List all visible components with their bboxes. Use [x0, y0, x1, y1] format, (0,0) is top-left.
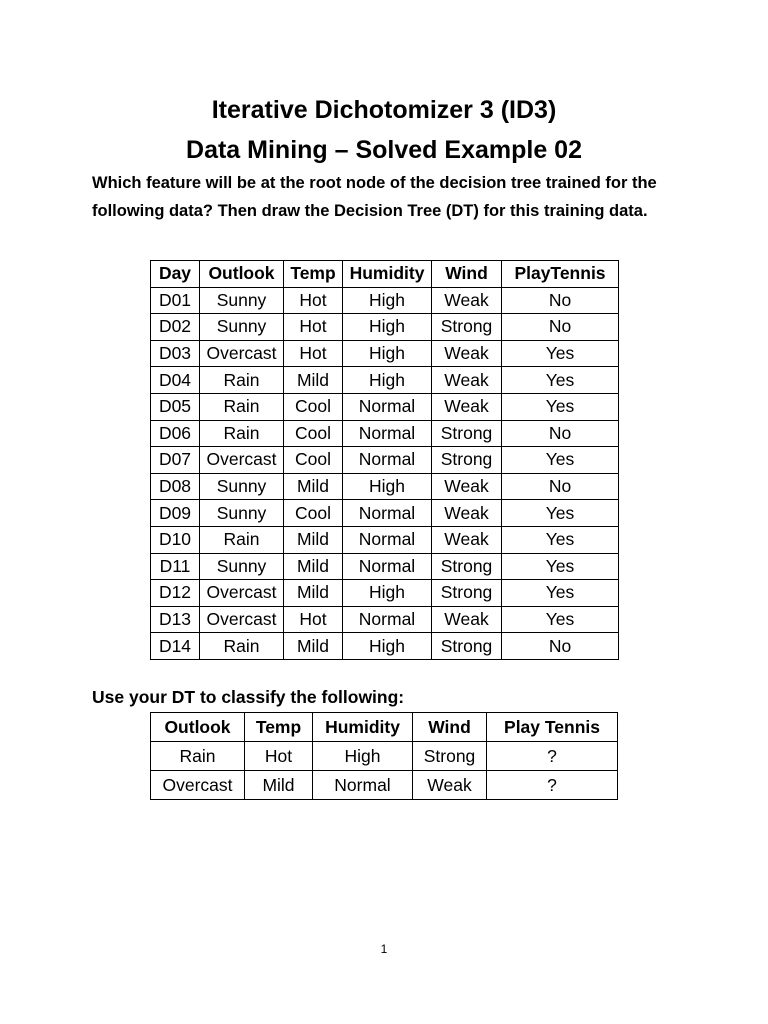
table-row: [151, 473, 619, 500]
document-title: Iterative Dichotomizer 3 (ID3): [211, 96, 557, 124]
table-cell: Hot: [284, 287, 343, 314]
table-cell: Yes: [502, 580, 619, 607]
table-cell: Normal: [313, 771, 413, 800]
table-cell: Sunny: [200, 553, 284, 580]
table-cell: D13: [151, 606, 200, 633]
table-cell: Sunny: [200, 500, 284, 527]
column-header: Day: [151, 261, 200, 288]
table-cell: Sunny: [200, 287, 284, 314]
table-cell: Sunny: [200, 473, 284, 500]
table-cell: Cool: [284, 500, 343, 527]
table-cell: Hot: [245, 742, 313, 771]
table-cell: Strong: [432, 420, 502, 447]
classify-table: [150, 712, 618, 800]
table-row: [151, 393, 619, 420]
table-cell: High: [343, 314, 432, 341]
table-cell: Normal: [343, 553, 432, 580]
column-header: Temp: [284, 261, 343, 288]
table-cell: Overcast: [200, 580, 284, 607]
table-cell: Yes: [502, 340, 619, 367]
table-cell: D07: [151, 447, 200, 474]
table-cell: D02: [151, 314, 200, 341]
column-header: Wind: [432, 261, 502, 288]
table-cell: Weak: [432, 473, 502, 500]
table-header-row: [151, 713, 618, 742]
table-cell: Strong: [432, 553, 502, 580]
page-number: 1: [380, 942, 388, 956]
question-text: Which feature will be at the root node of the decision tree trained for the following data? Then draw the Decision Tree (DT) for this training data.: [92, 174, 657, 220]
table-row: [151, 340, 619, 367]
table-cell: Yes: [502, 553, 619, 580]
table-cell: Mild: [284, 367, 343, 394]
table-header-row: [151, 261, 619, 288]
table-cell: Weak: [432, 393, 502, 420]
table-cell: D14: [151, 633, 200, 660]
table-cell: High: [313, 742, 413, 771]
table-cell: No: [502, 420, 619, 447]
table-cell: Mild: [284, 526, 343, 553]
table-cell: Weak: [432, 340, 502, 367]
table-cell: Overcast: [151, 771, 245, 800]
table-cell: D09: [151, 500, 200, 527]
table-cell: Weak: [432, 606, 502, 633]
table-cell: D08: [151, 473, 200, 500]
column-header: Play Tennis: [487, 713, 618, 742]
column-header: PlayTennis: [502, 261, 619, 288]
table-row: [151, 580, 619, 607]
table-cell: Rain: [200, 420, 284, 447]
table-row: [151, 742, 618, 771]
table-cell: Weak: [432, 500, 502, 527]
table-cell: D03: [151, 340, 200, 367]
table-cell: Cool: [284, 447, 343, 474]
table-cell: D10: [151, 526, 200, 553]
table-row: [151, 314, 619, 341]
table-cell: Normal: [343, 500, 432, 527]
table-row: [151, 633, 619, 660]
table-cell: Hot: [284, 340, 343, 367]
table-cell: D12: [151, 580, 200, 607]
table-cell: No: [502, 473, 619, 500]
table-cell: Overcast: [200, 606, 284, 633]
column-header: Humidity: [343, 261, 432, 288]
table-cell: Strong: [413, 742, 487, 771]
table-cell: Rain: [200, 393, 284, 420]
table-row: [151, 606, 619, 633]
table-cell: Normal: [343, 393, 432, 420]
table-row: [151, 367, 619, 394]
table-cell: No: [502, 314, 619, 341]
table-row: [151, 500, 619, 527]
table-cell: Mild: [284, 473, 343, 500]
table-cell: Normal: [343, 447, 432, 474]
table-cell: Rain: [200, 633, 284, 660]
table-cell: High: [343, 580, 432, 607]
table-cell: Yes: [502, 367, 619, 394]
table-cell: ?: [487, 771, 618, 800]
table-cell: Overcast: [200, 447, 284, 474]
table-cell: Mild: [284, 553, 343, 580]
table-cell: Weak: [432, 526, 502, 553]
table-cell: Hot: [284, 314, 343, 341]
table-cell: Cool: [284, 393, 343, 420]
table-cell: Overcast: [200, 340, 284, 367]
table-cell: High: [343, 633, 432, 660]
table-cell: D11: [151, 553, 200, 580]
table-cell: Weak: [432, 367, 502, 394]
table-row: [151, 287, 619, 314]
training-data-table: [150, 260, 619, 660]
table-cell: High: [343, 287, 432, 314]
table-cell: High: [343, 340, 432, 367]
table-cell: Hot: [284, 606, 343, 633]
table-cell: Strong: [432, 633, 502, 660]
table-cell: Weak: [413, 771, 487, 800]
table-cell: High: [343, 473, 432, 500]
table-cell: No: [502, 633, 619, 660]
table-row: [151, 447, 619, 474]
column-header: Outlook: [200, 261, 284, 288]
table-cell: Sunny: [200, 314, 284, 341]
table-cell: D05: [151, 393, 200, 420]
column-header: Temp: [245, 713, 313, 742]
column-header: Outlook: [151, 713, 245, 742]
table-cell: Strong: [432, 580, 502, 607]
table-row: [151, 420, 619, 447]
table-cell: Strong: [432, 447, 502, 474]
table-cell: ?: [487, 742, 618, 771]
table-cell: Yes: [502, 606, 619, 633]
table-cell: Rain: [200, 367, 284, 394]
table-cell: Yes: [502, 500, 619, 527]
table-cell: Normal: [343, 606, 432, 633]
document-subtitle: Data Mining – Solved Example 02: [186, 136, 582, 164]
table-cell: Yes: [502, 393, 619, 420]
table-cell: Strong: [432, 314, 502, 341]
table-cell: No: [502, 287, 619, 314]
table-cell: D01: [151, 287, 200, 314]
table-cell: High: [343, 367, 432, 394]
table-cell: Mild: [284, 633, 343, 660]
table-row: [151, 771, 618, 800]
table-cell: Yes: [502, 447, 619, 474]
classify-heading: Use your DT to classify the following:: [92, 687, 405, 707]
table-cell: Cool: [284, 420, 343, 447]
column-header: Humidity: [313, 713, 413, 742]
table-cell: Normal: [343, 420, 432, 447]
column-header: Wind: [413, 713, 487, 742]
table-cell: Yes: [502, 526, 619, 553]
table-cell: D06: [151, 420, 200, 447]
table-cell: Weak: [432, 287, 502, 314]
table-cell: D04: [151, 367, 200, 394]
table-cell: Normal: [343, 526, 432, 553]
table-cell: Rain: [151, 742, 245, 771]
table-row: [151, 553, 619, 580]
table-row: [151, 526, 619, 553]
table-cell: Rain: [200, 526, 284, 553]
table-cell: Mild: [245, 771, 313, 800]
table-cell: Mild: [284, 580, 343, 607]
